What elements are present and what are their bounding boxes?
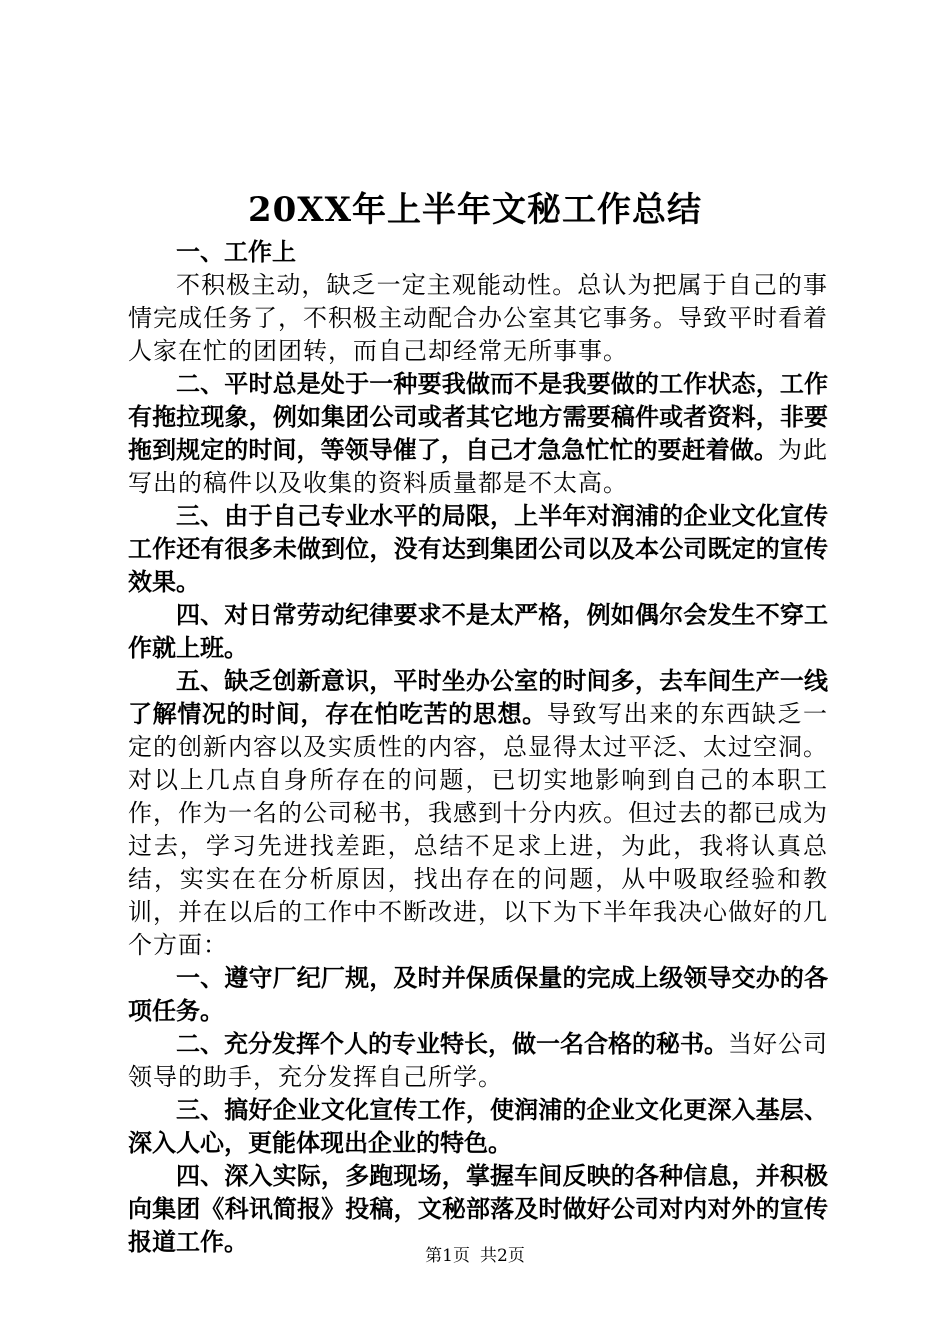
paragraph-heading: 三、由于自己专业水平的局限，上半年对润浦的企业文化宣传工作还有很多未做到位，没有达到集团公司以及本公司既定的宣传效果。 bbox=[128, 502, 828, 596]
paragraph-4 bbox=[128, 500, 828, 599]
paragraph-text: 不积极主动，缺乏一定主观能动性。总认为把属于自己的事情完成任务了，不积极主动配合办公室其它事务。导致平时看着人家在忙的团团转，而自己却经常无所事事。 bbox=[128, 271, 828, 365]
page-number: 第1页 bbox=[425, 1246, 470, 1266]
paragraph-heading: 一、遵守厂纪厂规，及时并保质保量的完成上级领导交办的各项任务。 bbox=[128, 964, 828, 1025]
paragraph-heading: 一、工作上 bbox=[176, 238, 296, 266]
paragraph-heading: 二、充分发挥个人的专业特长，做一名合格的秘书。 bbox=[176, 1030, 728, 1058]
paragraph-heading: 四、对日常劳动纪律要求不是太严格，例如偶尔会发生不穿工作就上班。 bbox=[128, 601, 828, 662]
paragraph-text: 当好公司领导的助手，充分发挥自己所学。 bbox=[128, 1030, 828, 1091]
paragraph-heading: 二、平时总是处于一种要我做而不是我要做的工作状态，工作有拖拉现象，例如集团公司或者其它地方需要稿件或者资料，非要拖到规定的时间，等领导催了，自己才急急忙忙的要赶着做。 bbox=[128, 370, 828, 464]
page-footer bbox=[0, 1244, 950, 1268]
paragraph-6 bbox=[128, 665, 828, 962]
paragraph-5 bbox=[128, 599, 828, 665]
paragraph-text: 为此写出的稿件以及收集的资料质量都是不太高。 bbox=[128, 436, 829, 497]
paragraph-heading: 三、搞好企业文化宣传工作，使润浦的企业文化更深入基层、深入人心，更能体现出企业的特色。 bbox=[128, 1096, 828, 1157]
document-title: 20XX年上半年文秘工作总结 bbox=[247, 190, 703, 230]
paragraph-8 bbox=[128, 1028, 828, 1094]
paragraph-7 bbox=[128, 962, 828, 1028]
paragraph-heading: 五、缺乏创新意识，平时坐办公室的时间多，去车间生产一线了解情况的时间，存在怕吃苦的思想。 bbox=[128, 667, 828, 728]
page-total: 共2页 bbox=[480, 1246, 525, 1266]
paragraph-9 bbox=[128, 1094, 828, 1160]
paragraph-text: 导致写出来的东西缺乏一定的创新内容以及实质性的内容，总显得太过平泛、太过空洞。对以上几点自身所存在的问题，已切实地影响到自己的本职工作，作为一名的公司秘书，我感到十分内疚。但过去的都已成为过去，学习先进找差距，总结不足求上进，为此，我将认真总结，实实在在分析原因，找出存在的问题，从中吸取经验和教训，并在以后的工作中不断改进，以下为下半年我决心做好的几个方面： bbox=[128, 700, 828, 959]
paragraph-1 bbox=[128, 236, 828, 269]
paragraph-heading: 四、深入实际，多跑现场，掌握车间反映的各种信息，并积极向集团《科讯简报》投稿，文秘部落及时做好公司对内对外的宣传报道工作。 bbox=[128, 1162, 828, 1256]
paragraph-2 bbox=[128, 269, 828, 368]
document-body bbox=[128, 236, 828, 1259]
paragraph-3 bbox=[128, 368, 828, 500]
